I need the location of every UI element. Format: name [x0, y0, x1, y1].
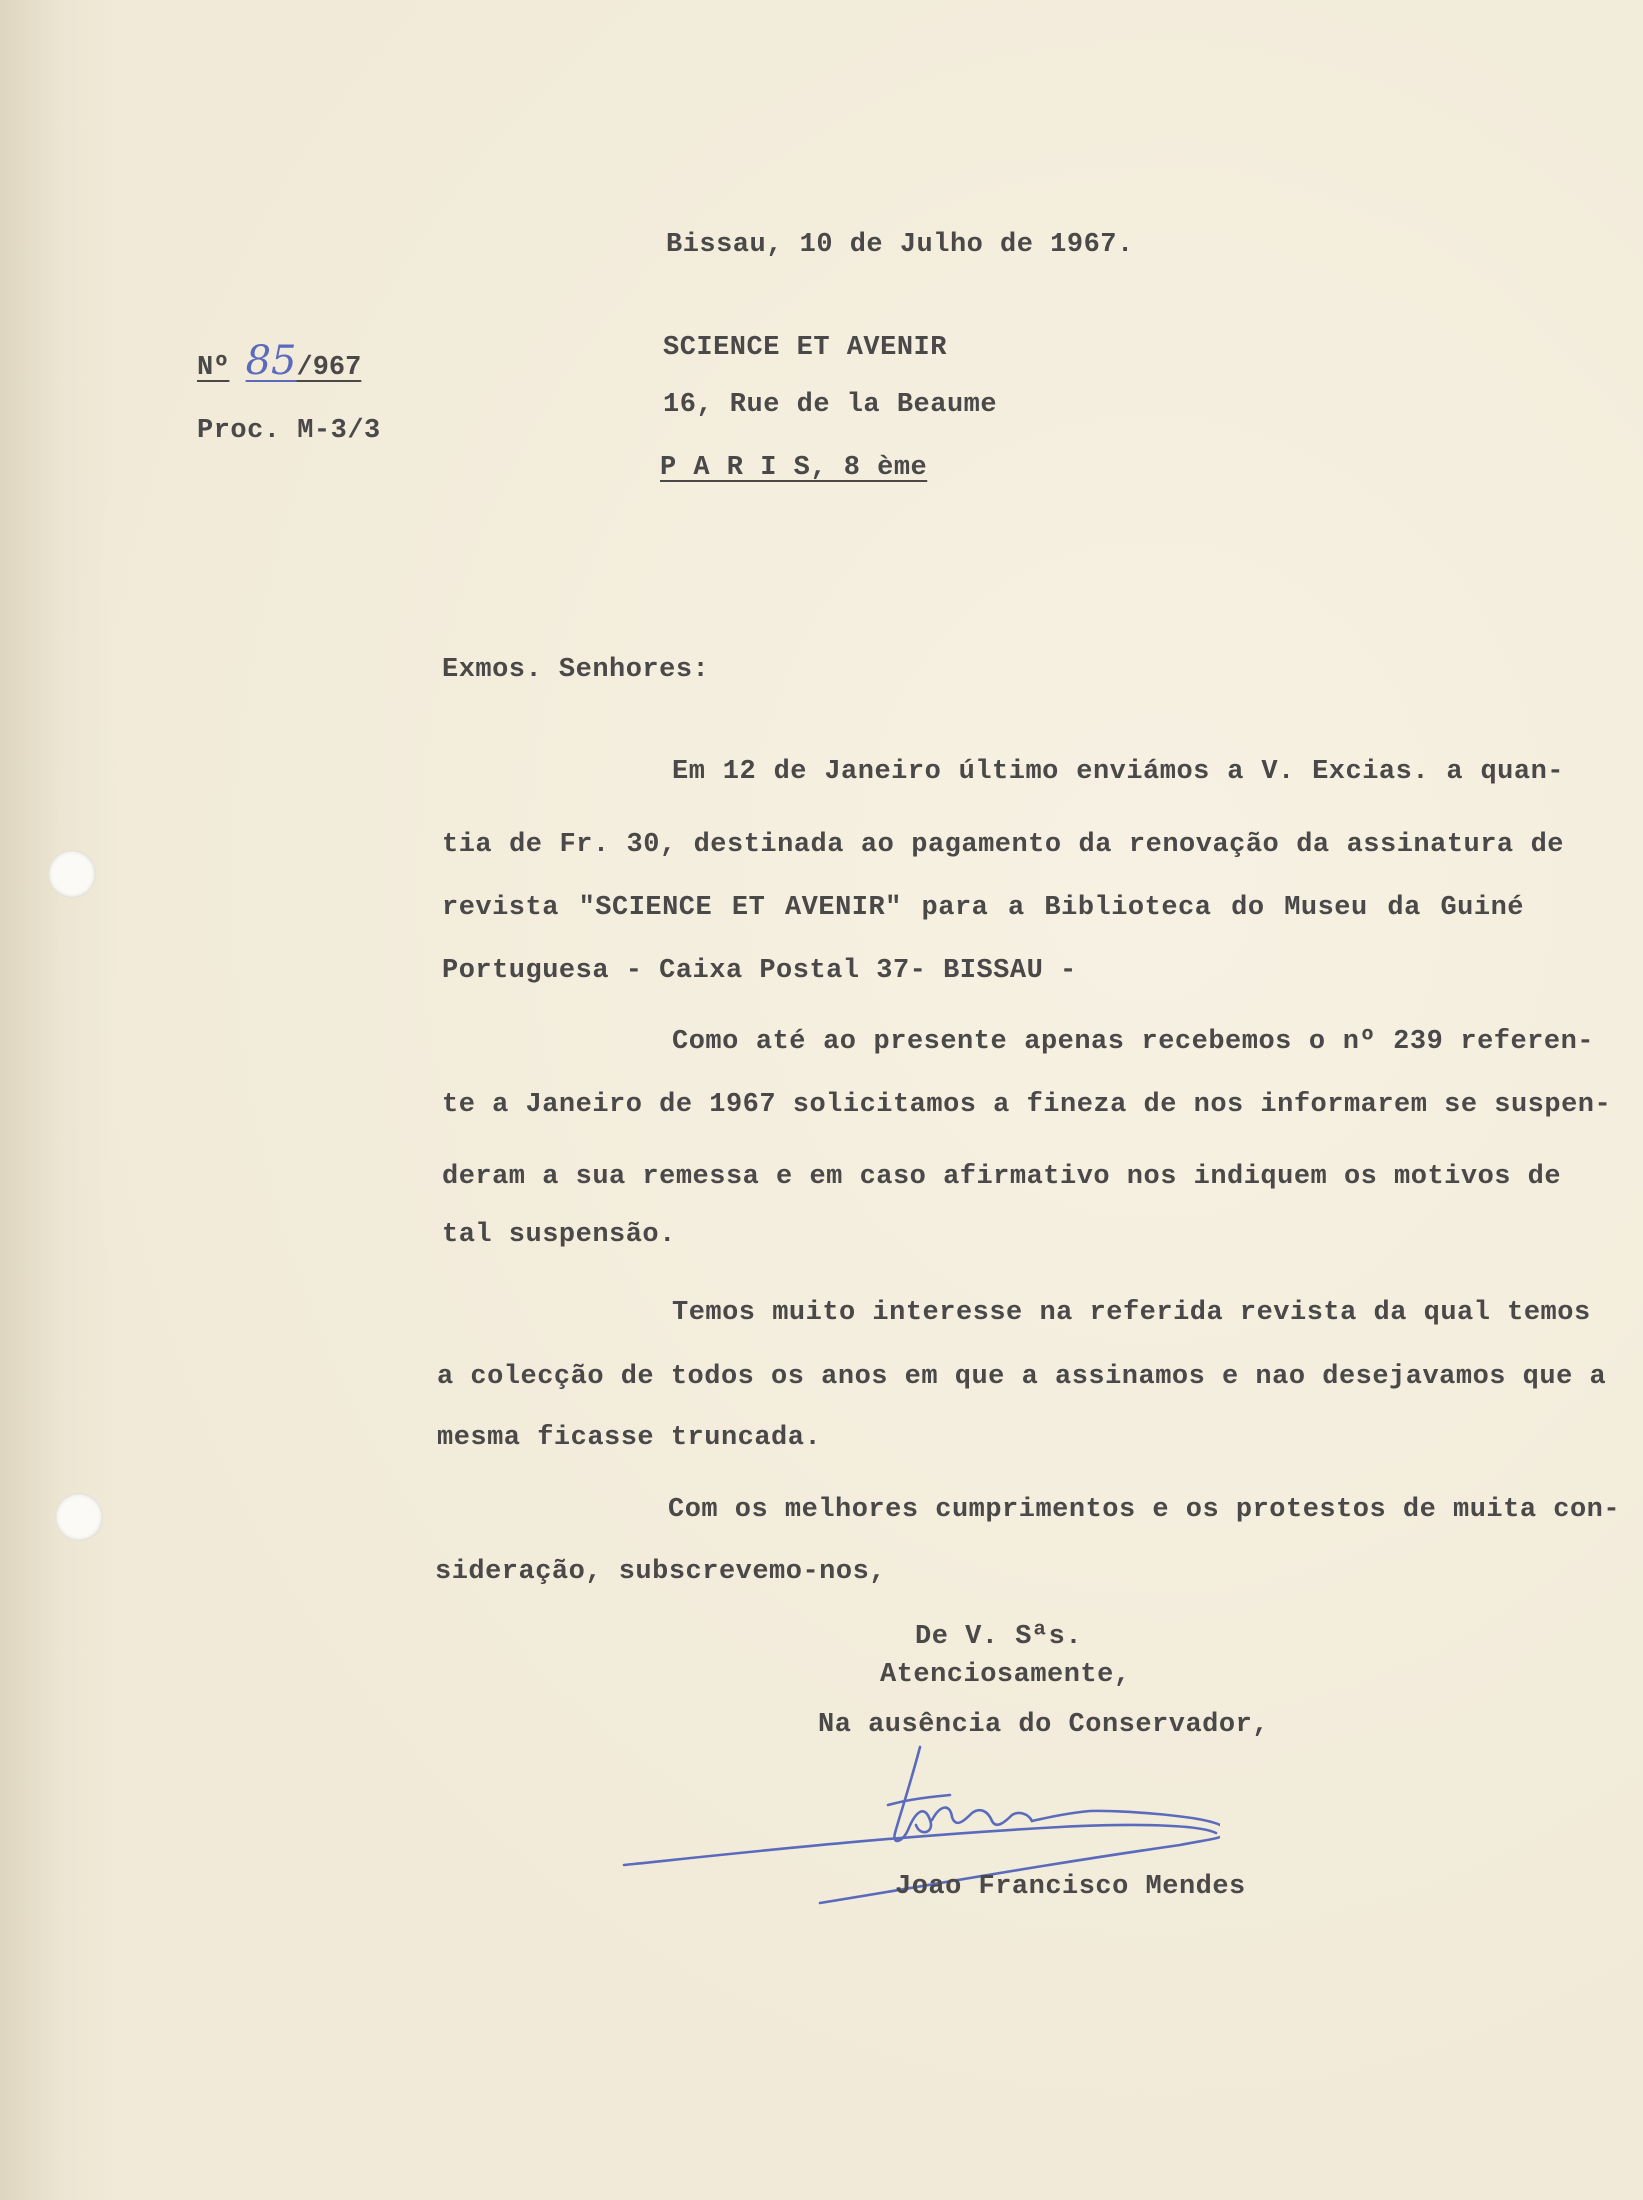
body-line: mesma ficasse truncada. — [437, 1423, 822, 1453]
ref-prefix: Nº — [197, 353, 230, 383]
process-reference: Proc. M-3/3 — [197, 416, 381, 446]
recipient-name: SCIENCE ET AVENIR — [663, 333, 947, 363]
signatory-name: Joao Francisco Mendes — [895, 1872, 1246, 1902]
body-line: Temos muito interesse na referida revista da qual temos — [672, 1298, 1591, 1328]
body-line: tal suspensão. — [442, 1220, 676, 1250]
body-line: te a Janeiro de 1967 solicitamos a fineza de nos informarem se suspen- — [442, 1090, 1612, 1120]
body-line: Como até ao presente apenas recebemos o nº 239 referen- — [672, 1027, 1594, 1057]
salutation: Exmos. Senhores: — [442, 655, 710, 685]
recipient-city: P A R I S, 8 ème — [660, 453, 928, 483]
body-line: sideração, subscrevemo-nos, — [435, 1557, 886, 1587]
closing-line: Na ausência do Conservador, — [818, 1710, 1269, 1740]
body-line: a colecção de todos os anos em que a assinamos e nao desejavamos que a — [437, 1362, 1607, 1392]
body-line: Com os melhores cumprimentos e os protestos de muita con- — [668, 1495, 1621, 1525]
ref-suffix: /967 — [296, 353, 362, 383]
ref-number-handwritten: 85 — [245, 338, 297, 384]
body-line: revista "SCIENCE ET AVENIR" para a Biblioteca do Museu da Guiné — [442, 893, 1524, 923]
reference-number — [197, 338, 361, 384]
closing-line: Atenciosamente, — [880, 1660, 1131, 1690]
punch-hole-bottom — [55, 1493, 103, 1541]
place-date: Bissau, 10 de Julho de 1967. — [666, 230, 1134, 260]
closing-line: De V. Sªs. — [915, 1622, 1083, 1652]
punch-hole-top — [48, 850, 96, 898]
body-line: deram a sua remessa e em caso afirmativo nos indiquem os motivos de — [442, 1162, 1562, 1192]
body-line: Em 12 de Janeiro último enviámos a V. Excias. a quan- — [672, 757, 1564, 787]
recipient-street: 16, Rue de la Beaume — [663, 390, 998, 420]
body-line: Portuguesa - Caixa Postal 37- BISSAU - — [442, 956, 1077, 986]
body-line: tia de Fr. 30, destinada ao pagamento da renovação da assinatura de — [442, 830, 1564, 860]
